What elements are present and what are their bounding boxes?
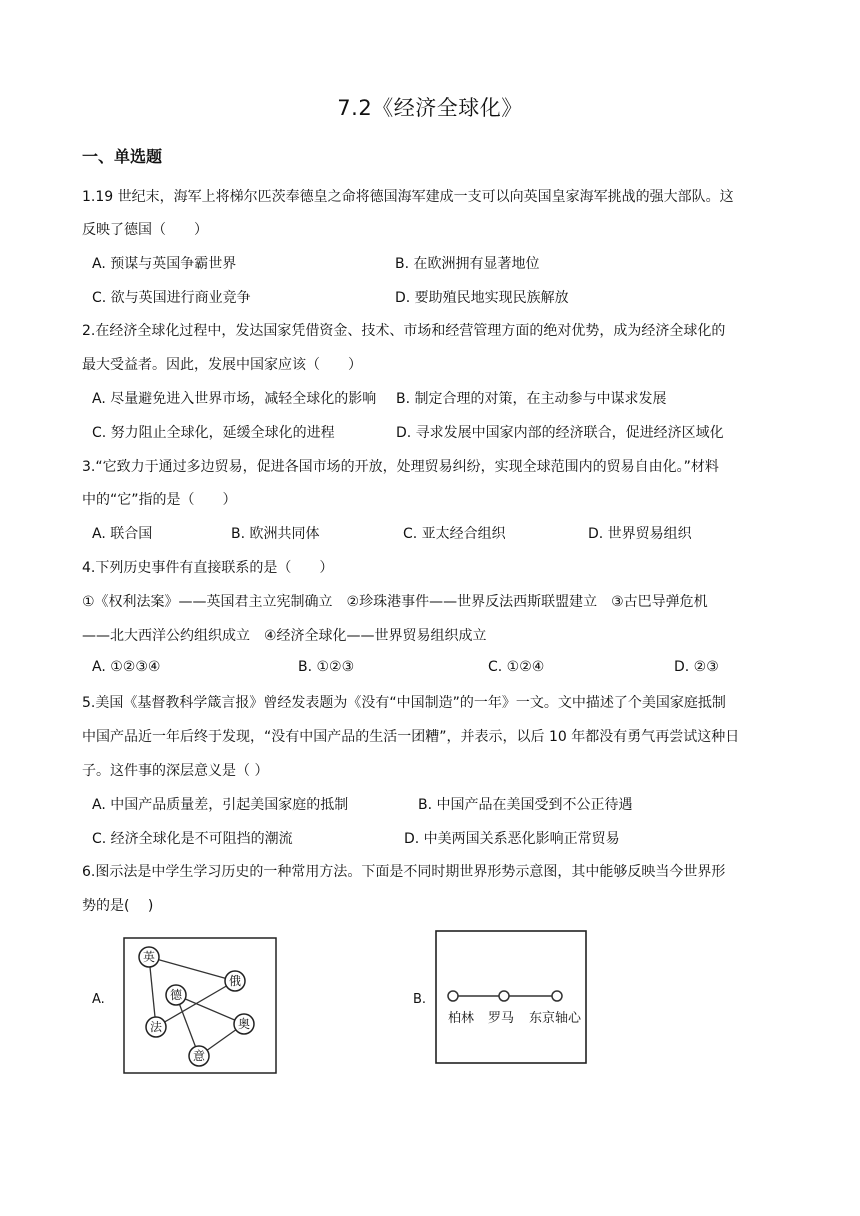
node-rome-label: 罗马 <box>487 1011 515 1026</box>
q4-stem-line3: ——北大西洋公约组织成立 ④经济全球化——世界贸易组织成立 <box>82 628 487 644</box>
alliance-diagram <box>123 937 277 1074</box>
q6-stem-line1: 6.图示法是中学生学习历史的一种常用方法。下面是不同时期世界形势示意图，其中能够反映当今世界形 <box>82 864 726 880</box>
node-britain-label: 英 <box>142 950 156 964</box>
q3-stem-line2: 中的“它”指的是（ ） <box>82 492 237 508</box>
q1-stem-line2: 反映了德国（ ） <box>82 222 208 238</box>
node-austria-label: 奥 <box>237 1017 251 1031</box>
q3-stem-line1: 3.“它致力于通过多边贸易，促进各国市场的开放，处理贸易纠纷，实现全球范围内的贸易自由化。”材料 <box>82 459 719 475</box>
q5-option-b[interactable]: B. 中国产品在美国受到不公正待遇 <box>418 797 633 813</box>
node-france-label: 法 <box>149 1020 163 1034</box>
q1-option-c[interactable]: C. 欲与英国进行商业竞争 <box>92 290 251 306</box>
node-russia-label: 俄 <box>228 974 242 988</box>
q4-option-a[interactable]: A. ①②③④ <box>92 659 161 675</box>
q2-option-a[interactable]: A. 尽量避免进入世界市场，减轻全球化的影响 <box>92 391 377 407</box>
q2-stem-line2: 最大受益者。因此，发展中国家应该（ ） <box>82 357 362 373</box>
q5-option-c[interactable]: C. 经济全球化是不可阻挡的潮流 <box>92 831 293 847</box>
q1-option-b[interactable]: B. 在欧洲拥有显著地位 <box>395 256 540 272</box>
q4-option-b[interactable]: B. ①②③ <box>298 659 355 675</box>
q4-stem-line2: ①《权利法案》——英国君主立宪制确立 ②珍珠港事件——世界反法西斯联盟建立 ③古巴导弹危机 <box>82 594 708 610</box>
q2-option-d[interactable]: D. 寻求发展中国家内部的经济联合，促进经济区域化 <box>396 425 724 441</box>
q2-option-c[interactable]: C. 努力阻止全球化，延缓全球化的进程 <box>92 425 335 441</box>
q3-option-d[interactable]: D. 世界贸易组织 <box>588 526 692 542</box>
q4-option-d[interactable]: D. ②③ <box>674 659 719 675</box>
q2-stem-line1: 2.在经济全球化过程中，发达国家凭借资金、技术、市场和经营管理方面的绝对优势，成为经济全球化的 <box>82 323 726 339</box>
q6-figure-a-label[interactable]: A. <box>92 992 105 1007</box>
node-rome <box>499 991 509 1001</box>
node-berlin <box>448 991 458 1001</box>
page-title: 7.2《经济全球化》 <box>337 96 523 120</box>
section-heading: 一、单选题 <box>82 147 163 166</box>
q5-option-a[interactable]: A. 中国产品质量差，引起美国家庭的抵制 <box>92 797 349 813</box>
q3-option-c[interactable]: C. 亚太经合组织 <box>403 526 506 542</box>
q4-stem-line1: 4.下列历史事件有直接联系的是（ ） <box>82 560 334 576</box>
q1-option-d[interactable]: D. 要助殖民地实现民族解放 <box>395 290 569 306</box>
q1-option-a[interactable]: A. 预谋与英国争霸世界 <box>92 256 237 272</box>
q5-option-d[interactable]: D. 中美两国关系恶化影响正常贸易 <box>404 831 620 847</box>
q5-stem-line3: 子。这件事的深层意义是（ ） <box>82 763 269 779</box>
node-tokyo <box>552 991 562 1001</box>
q6-figure-b[interactable] <box>435 930 587 1068</box>
q3-option-a[interactable]: A. 联合国 <box>92 526 153 542</box>
q5-stem-line1: 5.美国《基督教科学箴言报》曾经发表题为《没有“中国制造”的一年》一文。文中描述了个美国家庭抵制 <box>82 695 726 711</box>
q3-option-b[interactable]: B. 欧洲共同体 <box>231 526 320 542</box>
node-germany-label: 德 <box>169 988 183 1002</box>
q4-option-c[interactable]: C. ①②④ <box>488 659 545 675</box>
q6-figure-a[interactable] <box>123 937 277 1078</box>
q6-stem-line2: 势的是( ) <box>82 898 154 914</box>
axis-diagram <box>435 930 587 1064</box>
node-tokyo-label: 东京轴心 <box>528 1011 582 1026</box>
q5-stem-line2: 中国产品近一年后终于发现，“没有中国产品的生活一团糟”，并表示，以后 10 年都没有勇气再尝试这种日 <box>82 729 740 745</box>
q2-option-b[interactable]: B. 制定合理的对策，在主动参与中谋求发展 <box>396 391 667 407</box>
q1-stem-line1: 1.19 世纪末，海军上将梯尔匹茨奉德皇之命将德国海军建成一支可以向英国皇家海军挑战的强大部队。这 <box>82 189 734 205</box>
node-italy-label: 意 <box>192 1049 206 1063</box>
q6-figure-b-label[interactable]: B. <box>413 992 427 1007</box>
node-berlin-label: 柏林 <box>447 1011 475 1026</box>
